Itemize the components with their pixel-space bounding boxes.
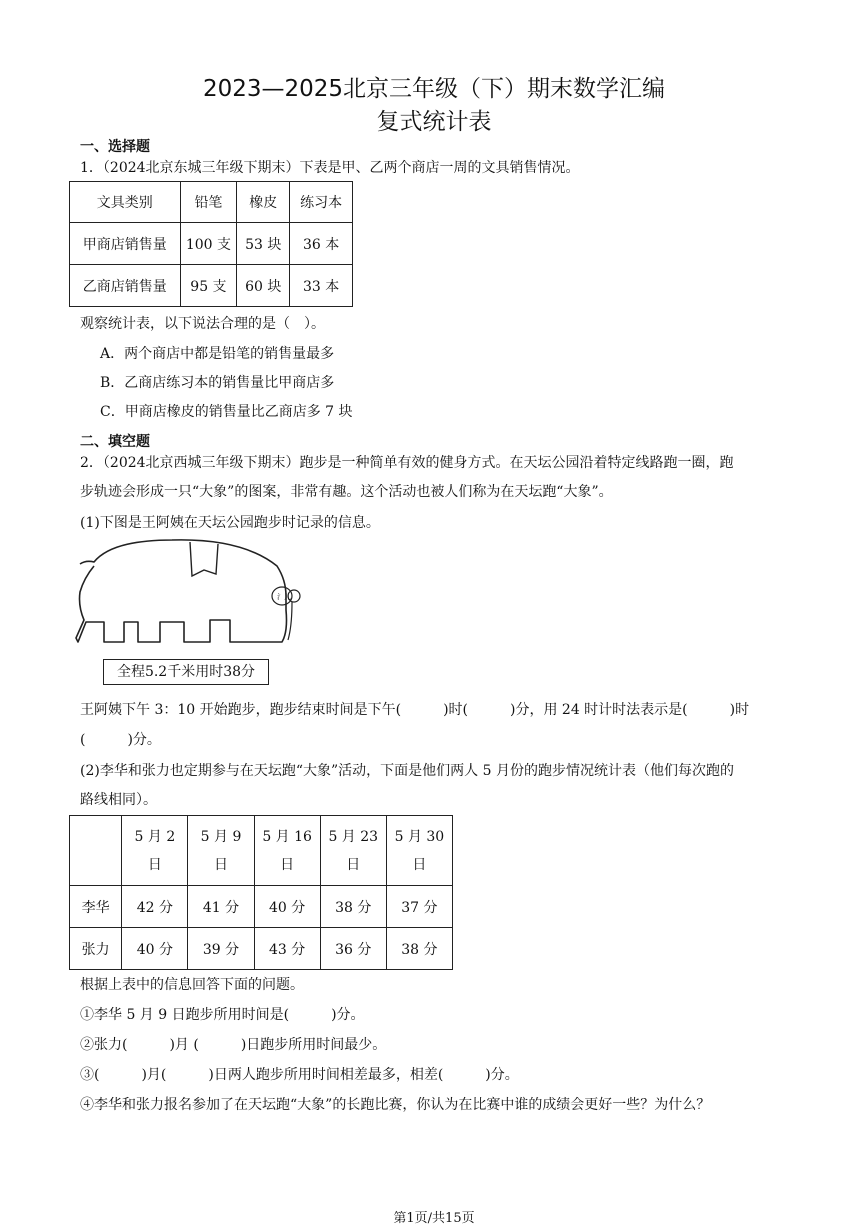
part-1-intro: (1)下图是王阿姨在天坛公园跑步时记录的信息。 [80,515,380,531]
document-title: 2023—2025北京三年级（下）期末数学汇编 [202,76,666,102]
sub-question-1: ①李华 5 月 9 日跑步所用时间是( )分。 [80,1007,365,1023]
part-2-intro-line1: (2)李华和张力也定期参与在天坛跑“大象”活动，下面是他们两人 5 月份的跑步情况统计表（他们每次跑的 [80,763,734,779]
option-b: B．乙商店练习本的销售量比甲商店多 [100,375,335,391]
table-cell: 40 分 [122,928,188,970]
stationery-sales-table [69,181,353,307]
table-cell: 乙商店销售量 [70,265,181,307]
table-header-cell: 5 月 30 日 [386,816,452,886]
table-row [70,223,353,265]
elephant-route-figure [72,536,312,654]
row-label: 李华 [70,886,122,928]
figure-caption: 全程5.2千米用时38分 [103,659,269,685]
table-cell: 53 块 [237,223,290,265]
option-c: C．甲商店橡皮的销售量比乙商店多 7 块 [100,404,353,420]
elephant-face-text: 氵儿 [277,593,291,601]
question-1-stem: 1．（2024北京东城三年级下期末）下表是甲、乙两个商店一周的文具销售情况。 [80,160,580,176]
option-a: A．两个商店中都是铅笔的销售量最多 [100,346,335,362]
after-table-instruction: 根据上表中的信息回答下面的问题。 [80,977,304,993]
table-corner-cell [70,816,122,886]
part-1-question-line1: 王阿姨下午 3：10 开始跑步，跑步结束时间是下午( )时( )分，用 24 时计时法表示是( )时 [80,702,750,718]
table-header-cell: 5 月 2 日 [122,816,188,886]
part-1-question-line2: ( )分。 [80,732,161,748]
table-cell: 95 支 [180,265,237,307]
page-number: 第1页/共15页 [393,1211,475,1226]
table-cell: 33 本 [290,265,353,307]
section-heading-choice: 一、选择题 [80,139,150,155]
sub-question-4: ④李华和张力报名参加了在天坛跑“大象”的长跑比赛，你认为在比赛中谁的成绩会更好一些？为什么？ [80,1097,711,1113]
question-2-stem-line1: 2．（2024北京西城三年级下期末）跑步是一种简单有效的健身方式。在天坛公园沿着特定线路跑一圈，跑 [80,455,734,471]
table-header-cell: 文具类别 [70,182,181,223]
question-1-prompt: 观察统计表，以下说法合理的是（ ）。 [80,316,325,332]
table-row [70,928,453,970]
table-cell: 42 分 [122,886,188,928]
table-cell: 38 分 [386,928,452,970]
table-header-cell: 5 月 9 日 [188,816,254,886]
table-cell: 37 分 [386,886,452,928]
table-cell: 甲商店销售量 [70,223,181,265]
part-2-intro-line2: 路线相同）。 [80,792,157,808]
table-cell: 36 本 [290,223,353,265]
table-row [70,886,453,928]
table-cell: 41 分 [188,886,254,928]
table-cell: 43 分 [254,928,320,970]
document-subtitle: 复式统计表 [376,109,492,135]
sub-question-2: ②张力( )月 ( )日跑步所用时间最少。 [80,1037,387,1053]
table-header-cell: 铅笔 [180,182,237,223]
running-time-table [69,815,453,970]
table-cell: 40 分 [254,886,320,928]
table-header-cell: 练习本 [290,182,353,223]
table-cell: 39 分 [188,928,254,970]
section-heading-fill: 二、填空题 [80,434,150,450]
table-header-cell: 橡皮 [237,182,290,223]
table-header-cell: 5 月 16 日 [254,816,320,886]
table-cell: 60 块 [237,265,290,307]
sub-question-3: ③( )月( )日两人跑步所用时间相差最多，相差( )分。 [80,1067,519,1083]
row-label: 张力 [70,928,122,970]
table-cell: 36 分 [320,928,386,970]
table-cell: 100 支 [180,223,237,265]
table-header-cell: 5 月 23 日 [320,816,386,886]
question-2-stem-line2: 步轨迹会形成一只“大象”的图案，非常有趣。这个活动也被人们称为在天坛跑“大象”。 [80,484,613,500]
table-cell: 38 分 [320,886,386,928]
table-row [70,265,353,307]
